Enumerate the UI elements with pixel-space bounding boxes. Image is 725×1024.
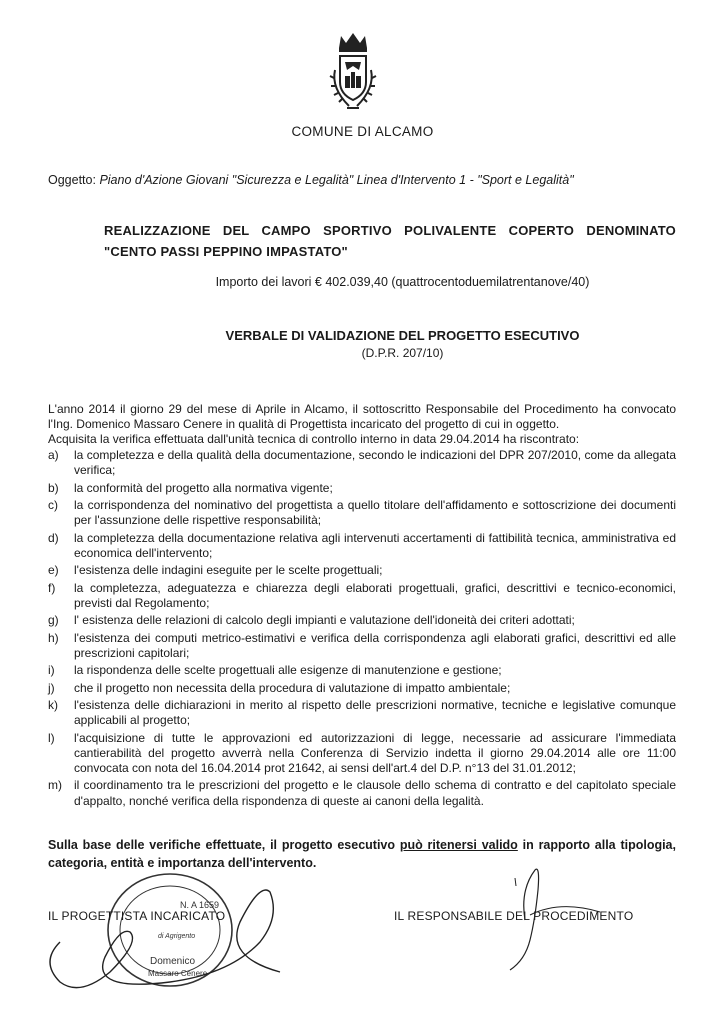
professional-stamp (20, 862, 320, 1012)
designer-signature-label: IL PROGETTISTA INCARICATO (48, 909, 226, 923)
list-item (48, 613, 676, 628)
list-item-text: l'esistenza dei computi metrico-estimativi e verifica della corrispondenza agli elaborati grafici, descrittivi ed alle prescrizioni capitolari; (74, 630, 676, 660)
works-amount: Importo dei lavori € 402.039,40 (quattrocentoduemilatrentanove/40) (215, 275, 590, 289)
list-item (48, 531, 676, 561)
project-title: REALIZZAZIONE DEL CAMPO SPORTIVO POLIVALENTE COPERTO DENOMINATO "CENTO PASSI PEPPINO IMPASTATO" (104, 223, 676, 259)
list-item-text: la conformità del progetto alla normativa vigente; (74, 480, 333, 495)
list-item (48, 448, 676, 478)
list-item-key: h) (48, 630, 59, 645)
intro-paragraph (48, 402, 676, 447)
municipal-crest-icon (325, 30, 381, 120)
list-item (48, 481, 676, 496)
list-item (48, 731, 676, 777)
verification-list (48, 448, 676, 811)
list-item-text: l'acquisizione di tutte le approvazioni ed autorizzazioni di legge, necessarie ad assicurare l'immediata cantierabilità del progetto avverrà nella Conferenza di Servizio indetta il giorno 29.04.2014 alle ore 11:00 convocata con nota del 16.04.2014 prot 21642, ai sensi dell'art.4 del D.P. n°13 del 31.01.2012; (74, 730, 676, 775)
manager-signature (480, 860, 640, 980)
subject-label: Oggetto: (48, 173, 96, 187)
subject-text: Piano d'Azione Giovani "Sicurezza e Legalità" Linea d'Intervento 1 - "Sport e Legalità" (99, 173, 574, 187)
list-item (48, 663, 676, 678)
intro-text-1: L'anno 2014 il giorno 29 del mese di Aprile in Alcamo, il sottoscritto Responsabile del Procedimento ha convocato l'Ing. Domenico Massaro Cenere in qualità di Progettista incaricato del progetto di cui in oggetto. (48, 402, 676, 431)
list-item-text: la completezza e della qualità della documentazione, secondo le indicazioni del DPR 207/2010, come da allegata verifica; (74, 448, 676, 478)
report-reference: (D.P.R. 207/10) (361, 346, 444, 360)
comune-heading: COMUNE DI ALCAMO (291, 124, 434, 139)
list-item (48, 681, 676, 696)
list-item-key: l) (48, 730, 55, 745)
list-item-text: la completezza, adeguatezza e chiarezza degli elaborati progettuali, grafici, descrittivi e tecnico-economici, previsti dal Regolamento; (74, 580, 676, 610)
list-item-text: l'esistenza delle indagini eseguite per le scelte progettuali; (74, 563, 383, 578)
list-item-text: la completezza della documentazione relativa agli intervenuti accertamenti di fattibilità tecnica, amministrativa ed economica dell'intervento; (74, 530, 676, 560)
list-item-text: la corrispondenza del nominativo del progettista a quello titolare dell'affidamento e sottoscrizione dei documenti per l'assunzione delle rispettive responsabilità; (74, 497, 676, 528)
list-item-text: il coordinamento tra le prescrizioni del progetto e le clausole dello schema di contratto e del capitolato speciale d'appalto, nonché verifica della rispondenza di queste ai canoni della legalità. (74, 778, 676, 808)
list-item-key: e) (48, 563, 59, 578)
conclusion-highlight: può ritenersi valido (399, 838, 518, 852)
list-item-text: la rispondenza delle scelte progettuali alle esigenze di manutenzione e gestione; (74, 663, 502, 678)
list-item-key: f) (48, 580, 56, 595)
list-item (48, 631, 676, 661)
stamp-number: N. A 1659 (180, 900, 220, 910)
list-item (48, 498, 676, 528)
list-item (48, 778, 676, 808)
list-item-key: b) (48, 480, 59, 495)
list-item-key: a) (48, 448, 59, 462)
subject-line (48, 173, 574, 187)
conclusion-text-pre: Sulla base delle verifiche effettuate, il progetto esecutivo (48, 838, 400, 852)
list-item (48, 581, 676, 611)
intro-text-2: Acquisita la verifica effettuata dall'unità tecnica di controllo interno in data 29.04.2014 ha riscontrato: (48, 432, 580, 446)
report-title: VERBALE DI VALIDAZIONE DEL PROGETTO ESECUTIVO (225, 328, 580, 343)
list-item-key: k) (48, 697, 58, 712)
list-item-key: j) (48, 680, 55, 695)
list-item-text: l' esistenza delle relazioni di calcolo degli impianti e valutazione dell'idoneità dei criteri adottati; (74, 613, 575, 628)
list-item-key: m) (48, 778, 62, 793)
stamp-entity: di Agrigento (158, 933, 196, 940)
list-item-key: g) (48, 613, 59, 628)
list-item-key: i) (48, 663, 55, 678)
list-item (48, 563, 676, 578)
list-item-key: c) (48, 497, 58, 512)
list-item-text: che il progetto non necessita della procedura di valutazione di impatto ambientale; (74, 680, 511, 695)
list-item-text: l'esistenza delle dichiarazioni in merito al rispetto delle prescrizioni normative, tecniche e legislative comunque applicabili al progetto; (74, 697, 676, 728)
stamp-name: Domenico (150, 956, 196, 967)
manager-signature-label: IL RESPONSABILE DEL PROCEDIMENTO (394, 909, 634, 923)
list-item-key: d) (48, 530, 59, 545)
list-item (48, 698, 676, 728)
stamp-surname: Massaro Cenere (148, 969, 208, 978)
conclusion-text-post: in rapporto alla tipologia, categoria, entità e importanza dell'intervento. (48, 838, 676, 870)
